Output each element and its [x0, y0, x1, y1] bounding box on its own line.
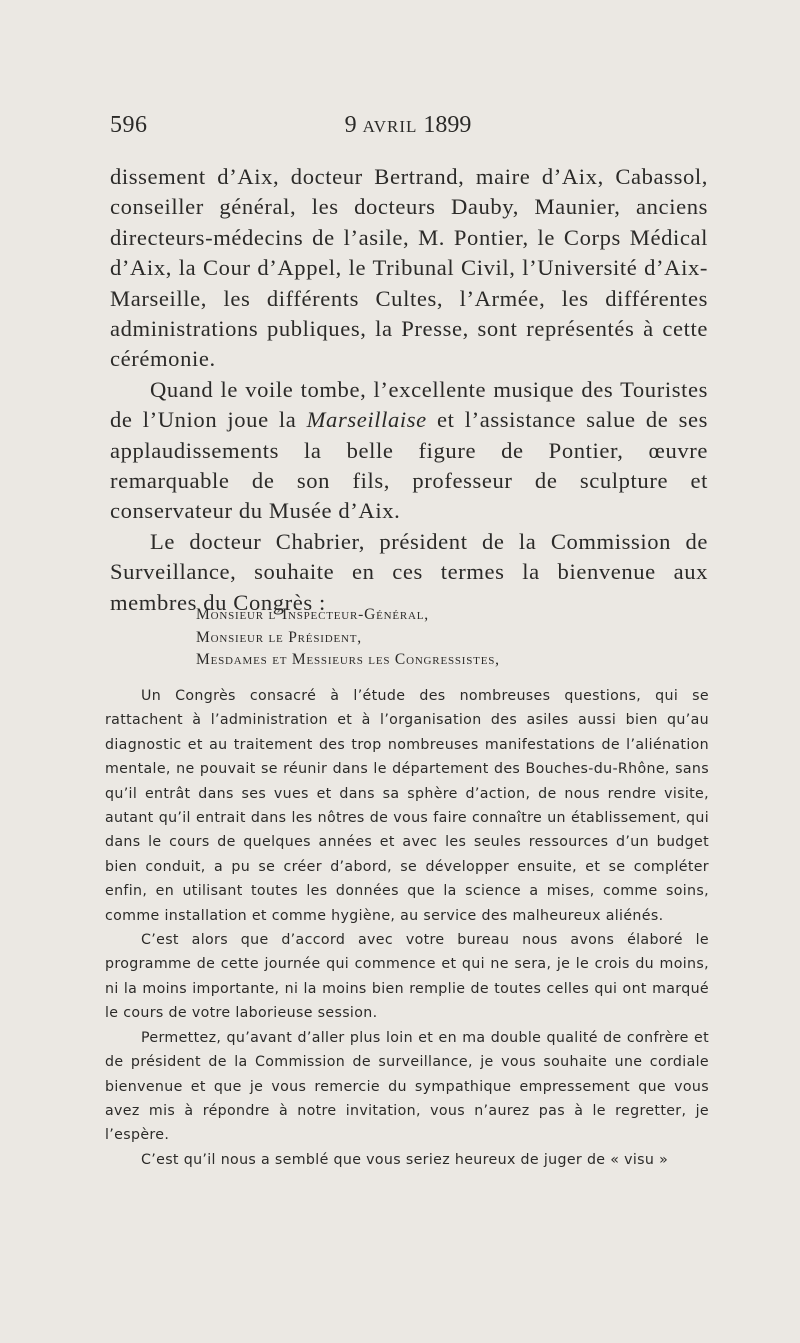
marseillaise-title: Marseillaise — [306, 407, 427, 433]
page-header — [110, 108, 706, 148]
main-text — [110, 162, 708, 618]
speech-paragraph: Permettez, qu’avant d’aller plus loin et en ma double qualité de confrère et de président de la Commission de surveillance, je vous souhaite une cordiale bienvenue et que je vous remercie du sympathique empressement que vous avez mis à répondre à notre invitation, vous n’aurez pas à le regretter, je l’espère. — [105, 1029, 709, 1144]
date-day: 9 — [344, 112, 357, 138]
date-month: avril — [362, 112, 418, 138]
running-head-date — [110, 112, 706, 139]
salutation-line: Monsieur le Président, — [196, 628, 362, 646]
speech-paragraph: Un Congrès consacré à l’étude des nombreuses questions, qui se rattachent à l’administration et à l’organisation des asiles aussi bien qu’au diagnostic et au traitement des trop nombreuses manifestations de l’aliénation mentale, ne pouvait se réunir dans le département des Bouches-du-Rhône, sans qu’il entrât dans ses vues et dans sa sphère d’action, de nous rendre visite, autant qu’il entrait dans les nôtres de vous faire connaître un établissement, qui dans le cours de quelques années et avec les seules ressources d’un budget bien conduit, a pu se créer d’abord, se développer ensuite, et se compléter enfin, en utilisant toutes les données que la science a mises, comme soins, comme installation et comme hygiène, au service des malheureux aliénés. — [105, 688, 709, 924]
page-number: 596 — [110, 112, 148, 138]
salutation-line: Mesdames et Messieurs les Congressistes, — [196, 651, 500, 668]
unveiling-text-after: et l’assistance salue de ses applaudissements la belle figure de Pontier, œuvre remarquable de son fils, professeur de sculpture et conservateur du Musée d’Aix. — [110, 407, 709, 524]
speech-paragraph: C’est qu’il nous a semblé que vous seriez heureux de juger de « visu » — [141, 1151, 669, 1168]
speech-paragraph: C’est alors que d’accord avec votre bureau nous avons élaboré le programme de cette journée qui commence et qui ne sera, je le crois du moins, ni la moins importante, ni la moins bien remplie de toutes celles qui ont marqué le cours de votre laborieuse session. — [105, 932, 709, 1022]
speech-text — [105, 684, 709, 1172]
paragraph-ceremony-attendees: dissement d’Aix, docteur Bertrand, maire d’Aix, Cabassol, conseiller général, les docteurs Dauby, Maunier, anciens directeurs-médecins de l’asile, M. Pontier, le Corps Médical d’Aix, la Cour d’Appel, le Tribunal Civil, l’Université d’Aix-Marseille, les différents Cultes, l’Armée, les différentes administrations publiques, la Presse, sont représentés à cette cérémonie. — [110, 164, 708, 372]
paragraph-chabrier-intro: Le docteur Chabrier, président de la Commission de Surveillance, souhaite en ces termes la bienvenue aux membres du Congrès : — [110, 528, 708, 615]
salutation-line: Monsieur l’Inspecteur-Général, — [196, 606, 429, 623]
unveiling-text-before: Quand le voile tombe, l’excellente musique des Touristes de l’Union joue la — [110, 376, 708, 433]
speech-salutations — [196, 604, 646, 672]
paragraph-unveiling — [110, 375, 708, 527]
date-year: 1899 — [423, 112, 472, 138]
